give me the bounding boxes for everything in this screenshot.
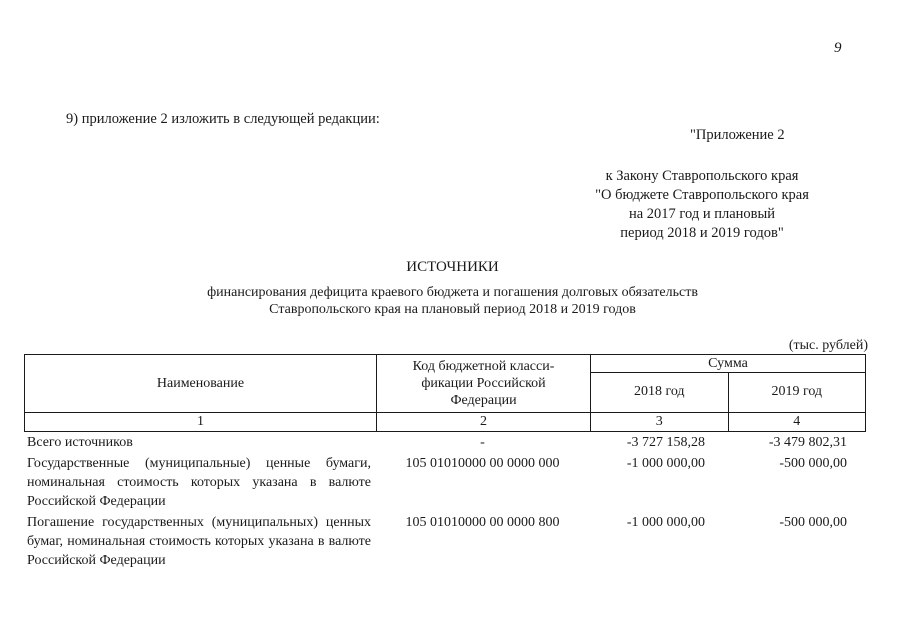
- appendix-line: на 2017 год и плановый: [628, 206, 776, 222]
- document-title: ИСТОЧНИКИ: [406, 259, 499, 275]
- column-number: 3: [591, 413, 729, 432]
- column-number: 1: [25, 413, 377, 432]
- row-value-2018: -1 000 000,00: [626, 456, 705, 471]
- units-label: (тыс. рублей): [788, 338, 868, 353]
- column-number: 4: [728, 413, 866, 432]
- row-value-2018: -1 000 000,00: [626, 515, 705, 530]
- row-value-2018: -3 727 158,28: [626, 435, 705, 450]
- header-name: Наименование: [25, 355, 377, 413]
- appendix-line: период 2018 и 2019 годов": [620, 225, 784, 241]
- appendix-line: к Закону Ставропольского края: [605, 168, 799, 184]
- header-code-line: Федерации: [450, 393, 517, 408]
- amendment-intro: 9) приложение 2 изложить в следующей редакции:: [66, 111, 380, 127]
- row-name: Государственные (муниципальные) ценные бумаги, номинальная стоимость которых указана в валюте Российской Федерации: [27, 456, 371, 509]
- appendix-title: "Приложение 2: [690, 127, 785, 143]
- header-sum: Сумма: [591, 355, 866, 373]
- document-subtitle: Ставропольского края на плановый период 2018 и 2019 годов: [269, 302, 636, 317]
- row-name: Погашение государственных (муниципальных) ценных бумаг, номинальная стоимость которых указана в валюте Российской Федерации: [27, 515, 371, 568]
- header-year-2018: 2018 год: [591, 372, 729, 412]
- header-code-line: фикации Российской: [421, 376, 546, 391]
- header-code-line: Код бюджетной класси-: [412, 359, 555, 374]
- row-value-2019: -500 000,00: [779, 515, 847, 530]
- row-code: 105 01010000 00 0000 000: [405, 456, 560, 471]
- row-value-2019: -3 479 802,31: [768, 435, 847, 450]
- appendix-line: "О бюджете Ставропольского края: [595, 187, 809, 203]
- header-code: [377, 355, 591, 413]
- column-number: 2: [377, 413, 591, 432]
- row-code: 105 01010000 00 0000 800: [405, 515, 560, 530]
- document-subtitle: финансирования дефицита краевого бюджета и погашения долговых обязательств: [207, 285, 698, 300]
- budget-sources-table: [24, 354, 866, 432]
- row-name: Всего источников: [27, 435, 133, 450]
- page-number: 9: [834, 40, 842, 56]
- row-value-2019: -500 000,00: [779, 456, 847, 471]
- row-code: -: [480, 435, 485, 450]
- header-year-2019: 2019 год: [728, 372, 866, 412]
